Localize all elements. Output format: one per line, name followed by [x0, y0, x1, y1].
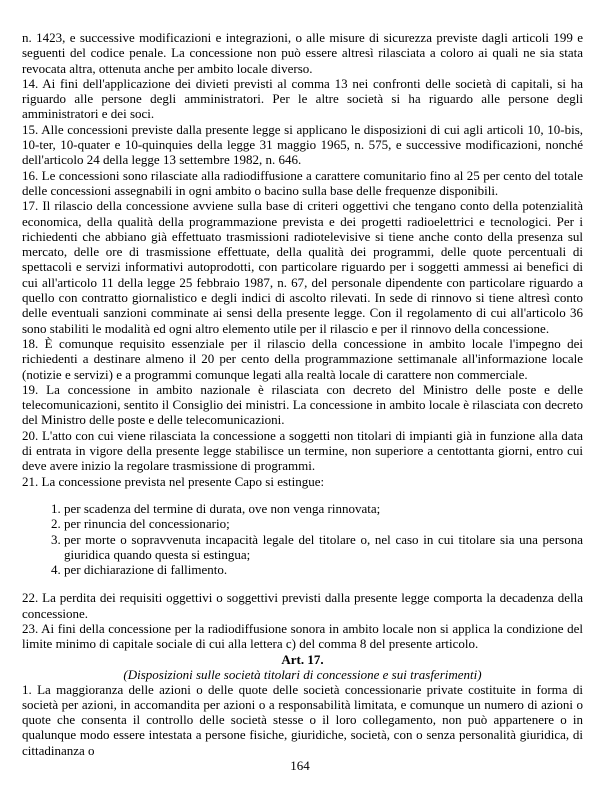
- list-item: 3. per morte o sopravvenuta incapacità legale del titolare o, nel caso in cui titolare sia una persona giuridica quando questa si estingua;: [64, 532, 583, 563]
- paragraph-18: 18. È comunque requisito essenziale per il rilascio della concessione in ambito locale l'impegno dei richiedenti a destinare almeno il 20 per cento della programmazione settimanale all'informazione locale (notizie e servizi) e a programmi comunque legati alla realtà locale di carattere non commerciale.: [22, 335, 583, 382]
- document-body: [22, 30, 583, 758]
- paragraph-15: 15. Alle concessioni previste dalla presente legge si applicano le disposizioni di cui agli articoli 10, 10-bis, 10-ter, 10-quater e 10-quinquies della legge 31 maggio 1965, n. 575, e successive modificazioni, nonché dell'articolo 24 della legge 13 settembre 1982, n. 646.: [22, 121, 583, 168]
- list-item: 4. per dichiarazione di fallimento.: [64, 562, 583, 577]
- list-item: 1. per scadenza del termine di durata, ove non venga rinnovata;: [64, 501, 583, 516]
- paragraph-17: 17. Il rilascio della concessione avviene sulla base di criteri oggettivi che tengano conto della potenzialità economica, della qualità della programmazione prevista e dei progetti radioelettrici e tecnologici. Per i richiedenti che abbiano già effettuato trasmissioni radiotelevisive si tiene anche conto della presenza sul mercato, delle ore di trasmissione effettuate, della qualità dei programmi, delle quote percentuali di spettacoli e servizi informativi autoprodotti, con particolare riguardo per i soggetti ammessi ai benefici di cui all'articolo 11 della legge 25 febbraio 1987, n. 67, del personale dipendente con particolare riguardo a quello con contratto giornalistico e degli indici di ascolto rilevati. In sede di rinnovo si tiene altresì conto delle eventuali sanzioni comminate ai sensi della presente legge. Con il regolamento di cui all'articolo 36 sono stabiliti le modalità ed ogni altro elemento utile per il rilascio e per il rinnovo della concessione.: [22, 198, 583, 336]
- paragraph-19: 19. La concessione in ambito nazionale è rilasciata con decreto del Ministro delle poste e delle telecomunicazioni, sentito il Consiglio dei ministri. La concessione in ambito locale è rilasciata con decreto del Ministro delle poste e delle telecomunicazioni.: [22, 381, 583, 428]
- extinction-cases-list: [22, 501, 583, 577]
- paragraph-21: 21. La concessione prevista nel presente Capo si estingue:: [22, 473, 325, 489]
- article-paragraph-1: 1. La maggioranza delle azioni o delle quote delle società concessionarie private costituite in forma di società per azioni, in accomandita per azioni o a responsabilità limitata, e comunque un numero di azioni o quote che consenta il controllo delle società stesse o il loro collegamento, non può appartenere o in qualunque modo essere intestata a persone fisiche, giuridiche, società, con o senza personalità giuridica, di cittadinanza o: [22, 681, 583, 758]
- paragraph-20: 20. L'atto con cui viene rilasciata la concessione a soggetti non titolari di impianti già in funzione alla data di entrata in vigore della presente legge stabilisce un termine, non superiore a centottanta giorni, entro cui deve avere inizio la regolare trasmissione di programmi.: [22, 427, 583, 474]
- paragraph-14: 14. Ai fini dell'applicazione dei divieti previsti al comma 13 nei confronti delle società di capitali, si ha riguardo alle persone degli amministratori. Per le altre società si ha riguardo alle persone degli amministratori e dei soci.: [22, 75, 583, 122]
- paragraph-13-continuation: n. 1423, e successive modificazioni e integrazioni, o alle misure di sicurezza previste dagli articoli 199 e seguenti del codice penale. La concessione non può essere altresì rilasciata a coloro ai quali ne sia stata revocata altra, ottenuta anche per ambito locale diverso.: [22, 30, 583, 76]
- article-title: Art. 17.: [281, 651, 324, 667]
- list-item: 2. per rinuncia del concessionario;: [64, 516, 583, 531]
- page-number: 164: [290, 758, 310, 773]
- paragraph-23: 23. Ai fini della concessione per la radiodiffusione sonora in ambito locale non si applica la condizione del limite minimo di capitale sociale di cui alla lettera c) del comma 8 del presente articolo.: [22, 620, 583, 652]
- article-subtitle: (Disposizioni sulle società titolari di concessione e sui trasferimenti): [123, 666, 482, 682]
- paragraph-22: 22. La perdita dei requisiti oggettivi o soggettivi previsti dalla presente legge comporta la decadenza della concessione.: [22, 590, 583, 621]
- paragraph-16: 16. Le concessioni sono rilasciate alla radiodiffusione a carattere comunitario fino al 25 per cento del totale delle concessioni assegnabili in ogni ambito o bacino sulla base delle frequenze disponibili.: [22, 167, 583, 198]
